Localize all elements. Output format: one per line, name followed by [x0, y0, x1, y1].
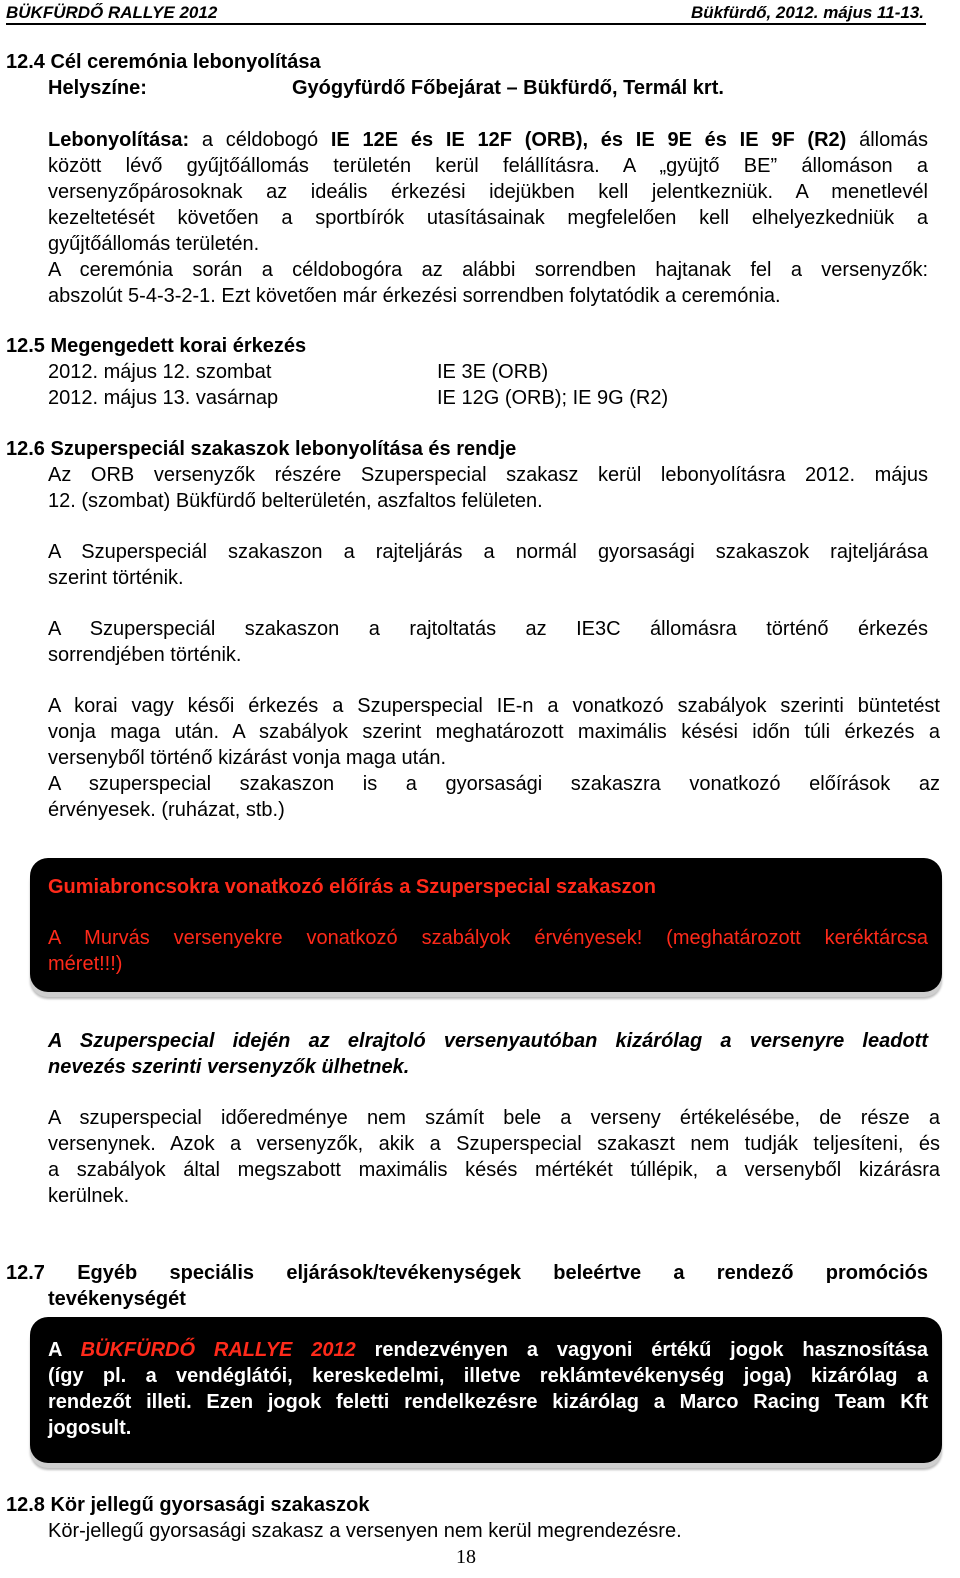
- location-label: Helyszíne:: [48, 77, 147, 99]
- section-12-7-title: 12.7 Egyéb speciális eljárások/tevékenységek beleértve a rendező promóciós: [6, 1262, 928, 1284]
- header-event-name: BÜKFÜRDŐ RALLYE 2012: [6, 3, 218, 22]
- section-12-7-title-cont: tevékenységét: [48, 1288, 186, 1310]
- rights-notice-line: rendezőt illeti. Ezen jogok feletti rendelkezésre kizárólag a Marco Racing Team Kft: [48, 1391, 928, 1413]
- paragraph-line: versenyből történő kizárást vonja maga után.: [48, 747, 446, 769]
- tyre-rules-line: méret!!!): [48, 953, 123, 975]
- paragraph-line: a szabályok által megszabott maximális késés mértékét túllépik, a versenyből kizárásra: [48, 1159, 940, 1181]
- rights-notice-line: A BÜKFÜRDŐ RALLYE 2012 rendezvényen a vagyoni értékű jogok hasznosítása: [48, 1339, 928, 1361]
- early-arrival-date: 2012. május 12. szombat: [48, 361, 272, 383]
- paragraph-line: A szuperspecial időeredménye nem számít bele a verseny értékelésébe, de része a: [48, 1107, 940, 1129]
- paragraph-line: között lévő gyűjtőállomás területén kerül felállításra. A „gyüjtő BE” állomáson a: [48, 155, 928, 177]
- paragraph-line: vonja maga után. A szabályok szerint meghatározott maximális késési időn túli érkezés a: [48, 721, 940, 743]
- event-name-highlight: BÜKFÜRDŐ RALLYE 2012: [80, 1339, 356, 1361]
- header-date-place: Bükfürdő, 2012. május 11-13.: [690, 3, 924, 22]
- paragraph-line: Az ORB versenyzők részére Szuperspecial szakasz kerül lebonyolításra 2012. május: [48, 464, 928, 486]
- tyre-rules-title: Gumiabroncsokra vonatkozó előírás a Szuperspecial szakaszon: [48, 876, 656, 898]
- paragraph-line: kezeltetését követően a sportbírók utasításainak megfelelően kell elhelyezkedniük a: [48, 207, 928, 229]
- paragraph-line: A Szuperspeciál szakaszon a rajtoltatás az IE3C állomásra történő érkezés: [48, 618, 928, 640]
- paragraph-line: A Szuperspeciál szakaszon a rajteljárás a normál gyorsasági szakaszok rajteljárása: [48, 541, 928, 563]
- paragraph-line: Kör-jellegű gyorsasági szakasz a versenyen nem kerül megrendezésre.: [48, 1520, 682, 1542]
- paragraph-line: szerint történik.: [48, 567, 184, 589]
- tyre-rules-line: A Murvás versenyekre vonatkozó szabályok érvényesek! (meghatározott keréktárcsa: [48, 927, 928, 949]
- section-12-4-title: 12.4 Cél ceremónia lebonyolítása: [6, 51, 321, 73]
- paragraph-line: versenyzőpárosoknak az ideális érkezési idejükben kell jelentkezniük. A menetlevél: [48, 181, 928, 203]
- paragraph-line: A Szuperspecial idején az elrajtoló versenyautóban kizárólag a versenyre leadott: [48, 1030, 928, 1052]
- location-value: Gyógyfürdő Főbejárat – Bükfürdő, Termál krt.: [292, 77, 724, 99]
- early-arrival-station: IE 12G (ORB); IE 9G (R2): [437, 387, 669, 409]
- section-12-6-title: 12.6 Szuperspeciál szakaszok lebonyolítása és rendje: [6, 438, 517, 460]
- section-12-5-title: 12.5 Megengedett korai érkezés: [6, 335, 307, 357]
- paragraph-line: abszolút 5-4-3-2-1. Ezt követően már érkezési sorrendben folytatódik a ceremónia.: [48, 285, 781, 307]
- paragraph-line: versenynek. Azok a versenyzők, akik a Szuperspecial szakaszt nem tudják teljesíteni, és: [48, 1133, 940, 1155]
- early-arrival-date: 2012. május 13. vasárnap: [48, 387, 279, 409]
- paragraph-line: nevezés szerinti versenyzők ülhetnek.: [48, 1056, 410, 1078]
- paragraph-line: Lebonyolítása: a céldobogó IE 12E és IE 12F (ORB), és IE 9E és IE 9F (R2) állomás: [48, 129, 928, 151]
- rights-notice-line: jogosult.: [48, 1417, 132, 1439]
- section-12-8-title: 12.8 Kör jellegű gyorsasági szakaszok: [6, 1494, 370, 1516]
- paragraph-line: 12. (szombat) Bükfürdő belterületén, aszfaltos felületen.: [48, 490, 543, 512]
- paragraph-line: kerülnek.: [48, 1185, 130, 1207]
- paragraph-line: gyűjtőállomás területén.: [48, 233, 260, 255]
- paragraph-line: A szuperspecial szakaszon is a gyorsasági szakaszra vonatkozó előírások az: [48, 773, 940, 795]
- early-arrival-station: IE 3E (ORB): [437, 361, 549, 383]
- paragraph-line: A korai vagy késői érkezés a Szuperspecial IE-n a vonatkozó szabályok szerinti büntetést: [48, 695, 940, 717]
- header-divider: [6, 23, 926, 25]
- paragraph-line: érvényesek. (ruházat, stb.): [48, 799, 285, 821]
- page-number: 18: [456, 1546, 476, 1568]
- paragraph-line: A ceremónia során a céldobogóra az alábbi sorrendben hajtanak fel a versenyzők:: [48, 259, 928, 281]
- rights-notice-line: (így pl. a vendéglátói, kereskedelmi, illetve reklámtevékenység joga) kizárólag a: [48, 1365, 928, 1387]
- paragraph-line: sorrendjében történik.: [48, 644, 242, 666]
